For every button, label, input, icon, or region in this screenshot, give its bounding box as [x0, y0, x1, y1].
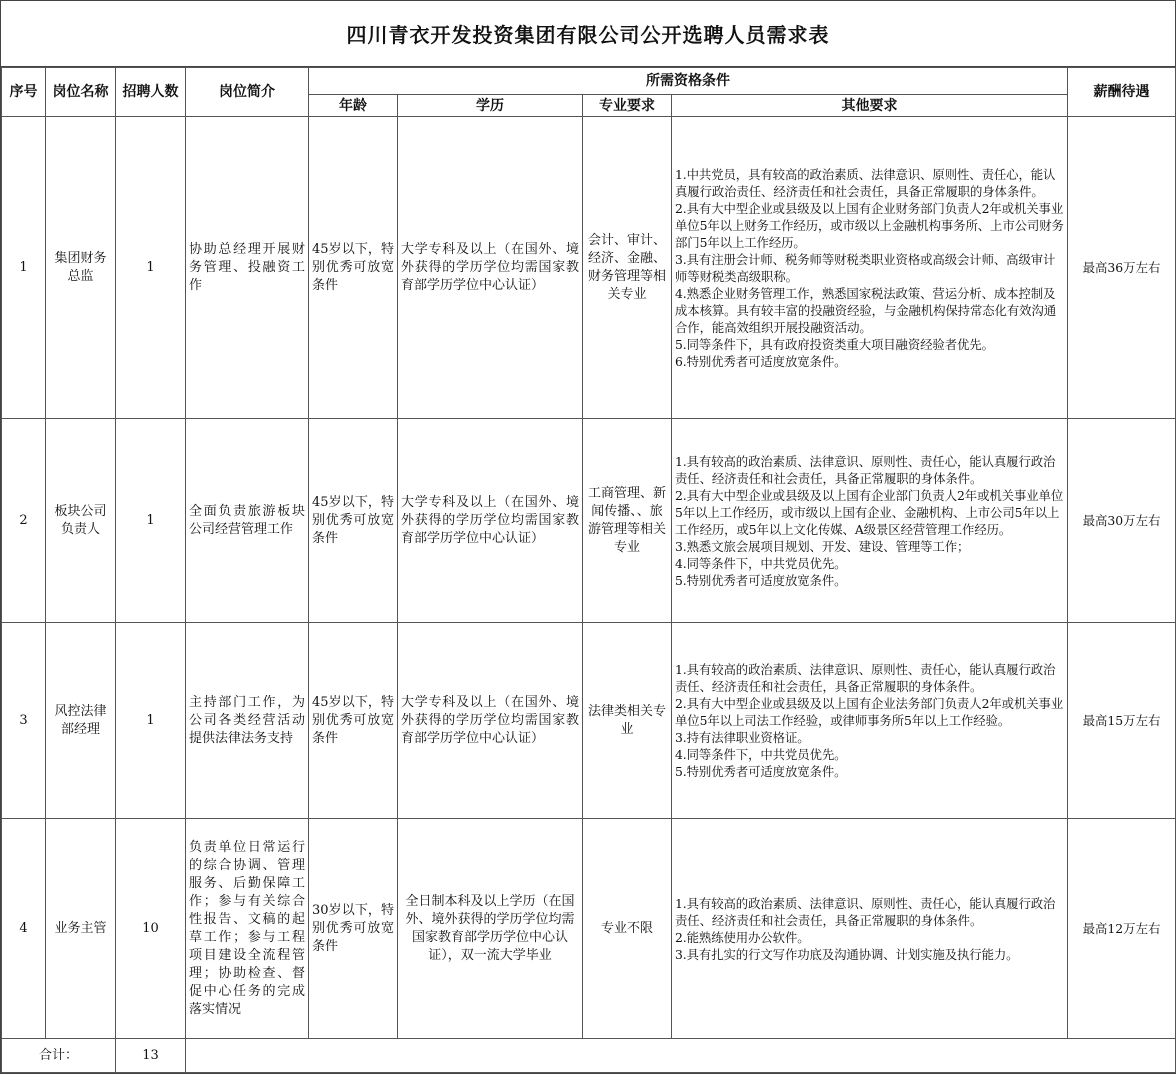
row-salary: 最高12万左右 [1068, 819, 1176, 1039]
header-major: 专业要求 [583, 95, 672, 117]
requirement-item: 1.具有较高的政治素质、法律意识、原则性、责任心，能认真履行政治责任、经济责任和社会责任，具备正常履职的身体条件。 [675, 453, 1056, 486]
table-row [2, 623, 1176, 819]
requirement-item: 1.具有较高的政治素质、法律意识、原则性、责任心，能认真履行政治责任、经济责任和社会责任，具备正常履职的身体条件。 [675, 895, 1056, 928]
header-seq: 序号 [2, 68, 46, 117]
row-education: 大学专科及以上（在国外、境外获得的学历学位均需国家教育部学历学位中心认证） [398, 419, 583, 623]
row-position: 风控法律部经理 [46, 623, 116, 819]
table-row [2, 419, 1176, 623]
row-major: 会计、审计、经济、金融、财务管理等相关专业 [583, 117, 672, 419]
row-age: 45岁以下，特别优秀可放宽条件 [309, 419, 398, 623]
row-intro: 负责单位日常运行的综合协调、管理服务、后勤保障工作；参与有关综合性报告、文稿的起草工作；参与工程项目建设全流程管理；协助检查、督促中心任务的完成落实情况 [186, 819, 309, 1039]
header-qualifications: 所需资格条件 [309, 68, 1068, 95]
requirement-item: 2.具有大中型企业或县级及以上国有企业法务部门负责人2年或机关事业单位5年以上司法工作经验，或律师事务所5年以上工作经验。 [675, 696, 1064, 728]
row-age: 45岁以下，特别优秀可放宽条件 [309, 623, 398, 819]
row-intro: 主持部门工作，为公司各类经营活动提供法律法务支持 [186, 623, 309, 819]
header-education: 学历 [398, 95, 583, 117]
row-salary: 最高30万左右 [1068, 419, 1176, 623]
row-major: 专业不限 [583, 819, 672, 1039]
row-count: 1 [116, 623, 186, 819]
header-other: 其他要求 [672, 95, 1068, 117]
total-blank [186, 1039, 1176, 1073]
total-label: 合计： [2, 1039, 116, 1073]
row-seq: 4 [2, 819, 46, 1039]
row-intro: 全面负责旅游板块公司经营管理工作 [186, 419, 309, 623]
header-intro: 岗位简介 [186, 68, 309, 117]
requirement-item: 6.特别优秀者可适度放宽条件。 [675, 353, 847, 369]
row-education: 大学专科及以上（在国外、境外获得的学历学位均需国家教育部学历学位中心认证） [398, 623, 583, 819]
row-education: 全日制本科及以上学历（在国外、境外获得的学历学位均需国家教育部学历学位中心认证），双一流大学毕业 [398, 819, 583, 1039]
row-salary: 最高15万左右 [1068, 623, 1176, 819]
row-seq: 1 [2, 117, 46, 419]
total-value: 13 [116, 1039, 186, 1073]
row-other-requirements [672, 819, 1068, 1039]
sheet-title: 四川青衣开发投资集团有限公司公开选聘人员需求表 [1, 1, 1175, 67]
requirement-item: 1.具有较高的政治素质、法律意识、原则性、责任心，能认真履行政治责任、经济责任和社会责任，具备正常履职的身体条件。 [675, 662, 1056, 694]
row-seq: 3 [2, 623, 46, 819]
requirement-item: 5.特别优秀者可适度放宽条件。 [675, 764, 847, 779]
row-intro: 协助总经理开展财务管理、投融资工作 [186, 117, 309, 419]
requirement-item: 1.中共党员，具有较高的政治素质、法律意识、原则性、责任心，能认真履行政治责任、经济责任和社会责任，具备正常履职的身体条件。 [675, 166, 1056, 199]
requirement-item: 5.特别优秀者可适度放宽条件。 [675, 572, 847, 588]
row-position: 板块公司负责人 [46, 419, 116, 623]
requirement-item: 4.同等条件下，中共党员优先。 [675, 747, 847, 762]
row-age: 30岁以下，特别优秀可放宽条件 [309, 819, 398, 1039]
row-position: 业务主管 [46, 819, 116, 1039]
requirement-item: 3.具有注册会计师、税务师等财税类职业资格或高级会计师、高级审计师等财税类高级职称。 [675, 251, 1056, 284]
row-count: 1 [116, 117, 186, 419]
table-row [2, 819, 1176, 1039]
row-seq: 2 [2, 419, 46, 623]
requirement-item: 2.能熟练使用办公软件。 [675, 929, 810, 945]
requirements-table [1, 67, 1176, 1073]
requirement-item: 2.具有大中型企业或县级及以上国有企业部门负责人2年或机关事业单位5年以上工作经历，或市级以上国有企业、金融机构、上市公司5年以上工作经历，或5年以上文化传媒、A级景区经营管理工作经历。 [675, 487, 1064, 537]
row-age: 45岁以下，特别优秀可放宽条件 [309, 117, 398, 419]
header-salary: 薪酬待遇 [1068, 68, 1176, 117]
requirement-item: 2.具有大中型企业或县级及以上国有企业财务部门负责人2年或机关事业单位5年以上财务工作经历，或市级以上金融机构事务所、上市公司财务部门5年以上工作经历。 [675, 200, 1064, 250]
row-salary: 最高36万左右 [1068, 117, 1176, 419]
requirement-item: 3.熟悉文旅会展项目规划、开发、建设、管理等工作； [675, 538, 970, 554]
row-major: 法律类相关专业 [583, 623, 672, 819]
requirement-item: 3.具有扎实的行文写作功底及沟通协调、计划实施及执行能力。 [675, 946, 1019, 962]
row-major: 工商管理、新闻传播、、旅游管理等相关专业 [583, 419, 672, 623]
row-position: 集团财务总监 [46, 117, 116, 419]
row-other-requirements [672, 419, 1068, 623]
row-count: 10 [116, 819, 186, 1039]
header-count: 招聘人数 [116, 68, 186, 117]
header-age: 年龄 [309, 95, 398, 117]
row-education: 大学专科及以上（在国外、境外获得的学历学位均需国家教育部学历学位中心认证） [398, 117, 583, 419]
total-row [2, 1039, 1176, 1073]
requirement-item: 5.同等条件下，具有政府投资类重大项目融资经验者优先。 [675, 336, 994, 352]
row-count: 1 [116, 419, 186, 623]
row-other-requirements [672, 117, 1068, 419]
table-row [2, 117, 1176, 419]
requirement-item: 4.同等条件下，中共党员优先。 [675, 555, 847, 571]
requirement-item: 4.熟悉企业财务管理工作，熟悉国家税法政策、营运分析、成本控制及成本核算。具有较丰富的投融资经验，与金融机构保持常态化有效沟通合作，能高效组织开展投融资活动。 [675, 285, 1057, 335]
row-other-requirements [672, 623, 1068, 819]
header-position: 岗位名称 [46, 68, 116, 117]
requirement-item: 3.持有法律职业资格证。 [675, 730, 810, 745]
